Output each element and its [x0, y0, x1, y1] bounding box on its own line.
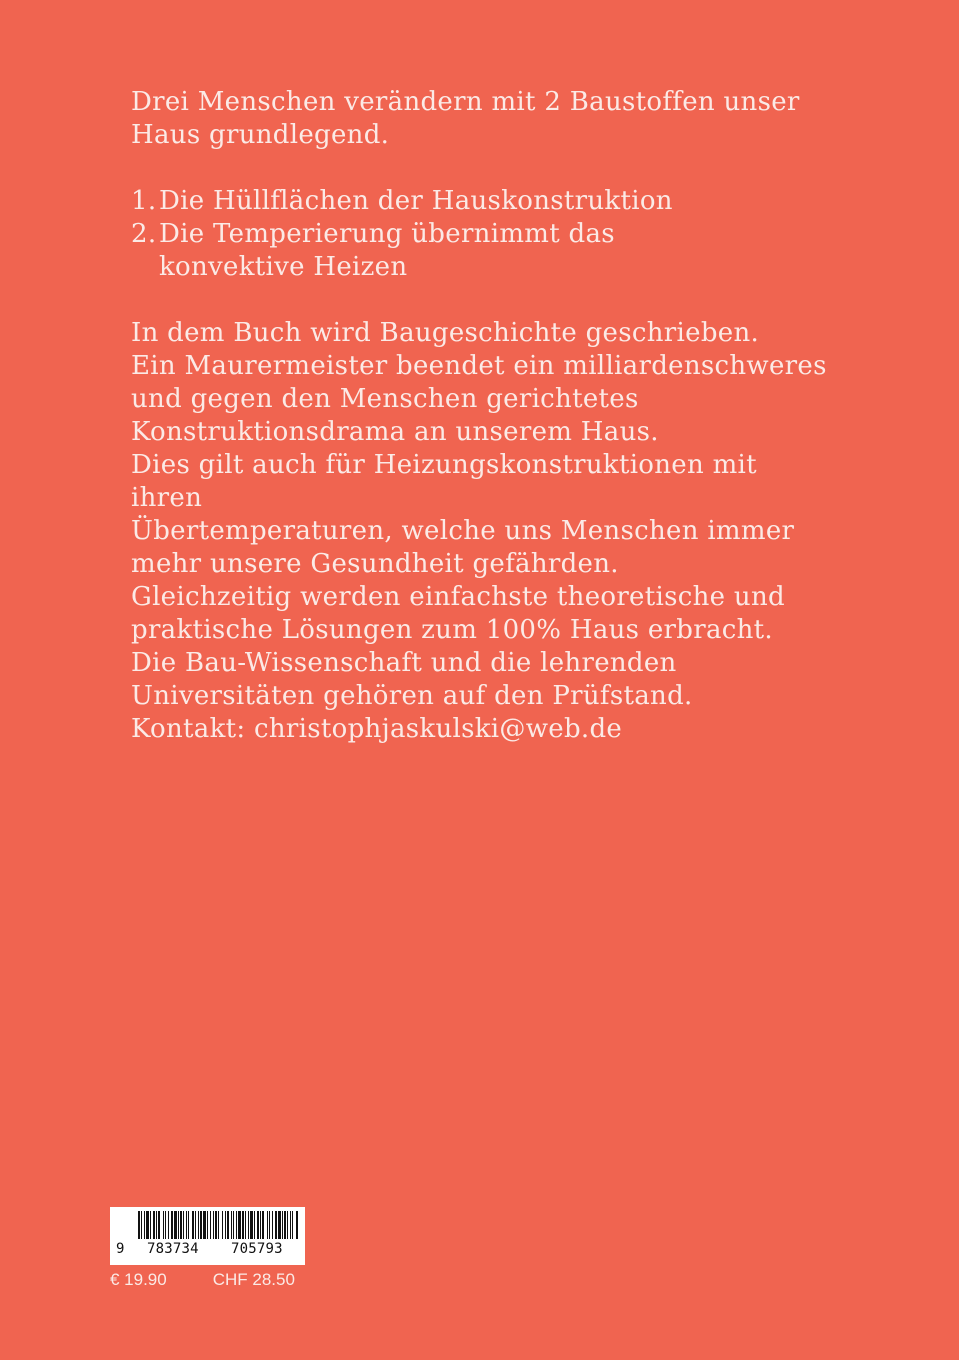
barcode-bar: [180, 1211, 182, 1239]
barcode-bar: [262, 1211, 264, 1239]
isbn-group-2: 705793: [231, 1241, 283, 1257]
barcode-bar: [236, 1211, 237, 1239]
barcode-bar: [198, 1211, 199, 1239]
barcode-bar: [284, 1211, 286, 1239]
list-text: Die Hüllflächen der Hauskonstruktion: [159, 186, 673, 216]
paragraph-gap: [131, 284, 831, 317]
list-text: Die Temperierung übernimmt das konvektive Heizen: [159, 219, 615, 282]
barcode-bar: [146, 1211, 149, 1239]
contact-line: Kontakt: christophjaskulski@web.de: [131, 714, 623, 744]
barcode-bar: [165, 1211, 166, 1239]
body-line: mehr unsere Gesundheit gefährden.: [131, 549, 619, 579]
barcode-bar: [238, 1211, 241, 1239]
body-line: Gleichzeitig werden einfachste theoretische und: [131, 582, 785, 612]
body-line: In dem Buch wird Baugeschichte geschrieben.: [131, 318, 760, 348]
barcode-bar: [195, 1211, 196, 1239]
body-line: Übertemperaturen, welche uns Menschen immer: [131, 516, 795, 546]
barcode-bar: [210, 1211, 211, 1239]
barcode-bar: [245, 1211, 246, 1239]
list-item-1: [131, 185, 831, 218]
barcode-bar: [171, 1211, 173, 1239]
body-line: Dies gilt auch für Heizungskonstruktionen mit ihren: [131, 450, 757, 513]
barcode-bar: [227, 1211, 229, 1239]
barcode-bar: [207, 1211, 208, 1239]
barcode-bar: [260, 1211, 261, 1239]
body-line: Ein Maurermeister beendet ein milliardenschweres: [131, 351, 827, 381]
barcode-bar: [269, 1211, 270, 1239]
barcode-bar: [183, 1211, 184, 1239]
isbn-barcode: [110, 1207, 305, 1265]
body-line: Die Bau-Wissenschaft und die lehrenden: [131, 648, 677, 678]
body-line: Universitäten gehören auf den Prüfstand.: [131, 681, 693, 711]
barcode-bar: [203, 1211, 206, 1239]
back-cover-blurb: [131, 86, 831, 746]
barcode-bar: [282, 1211, 283, 1239]
barcode-bar: [178, 1211, 179, 1239]
isbn-first-digit: 9: [116, 1241, 125, 1257]
barcode-bar: [156, 1211, 157, 1239]
barcode-bar: [153, 1211, 155, 1239]
barcode-bar: [250, 1211, 253, 1239]
barcode-bar: [188, 1211, 189, 1239]
barcode-bar: [254, 1211, 255, 1239]
price-eur: € 19.90: [110, 1270, 167, 1289]
body-line: und gegen den Menschen gerichtetes: [131, 384, 639, 414]
isbn-group-1: 783734: [147, 1241, 199, 1257]
barcode-bar: [296, 1211, 298, 1239]
price-line: [110, 1270, 295, 1290]
barcode-bar: [225, 1211, 226, 1239]
barcode-bar: [141, 1211, 142, 1239]
barcode-bar: [231, 1211, 232, 1239]
barcode-bar: [218, 1211, 219, 1239]
barcode-bar: [215, 1211, 217, 1239]
body-line: Konstruktionsdrama an unserem Haus.: [131, 417, 659, 447]
intro-line-2: Haus grundlegend.: [131, 120, 390, 150]
barcode-bar: [290, 1211, 291, 1239]
barcode-bar: [174, 1211, 177, 1239]
barcode-bar: [242, 1211, 244, 1239]
intro-line-1: Drei Menschen verändern mit 2 Baustoffen unser: [131, 87, 800, 117]
barcode-bar: [213, 1211, 214, 1239]
barcode-bar: [272, 1211, 273, 1239]
barcode-bar: [248, 1211, 249, 1239]
body-line: praktische Lösungen zum 100% Haus erbracht.: [131, 615, 773, 645]
barcode-bar: [267, 1211, 268, 1239]
barcode-bar: [163, 1211, 164, 1239]
barcode-bar: [278, 1211, 281, 1239]
barcode-bar: [144, 1211, 145, 1239]
barcode-bar: [186, 1211, 187, 1239]
barcode-bar: [292, 1211, 293, 1239]
barcode-bar: [222, 1211, 223, 1239]
list-item-2: [131, 218, 719, 284]
barcode-bar: [158, 1211, 160, 1239]
barcode-bar: [287, 1211, 288, 1239]
barcode-bar: [257, 1211, 259, 1239]
list-number: 1.: [131, 186, 157, 216]
barcode-bar: [233, 1211, 234, 1239]
price-chf: CHF 28.50: [212, 1270, 295, 1289]
barcode-bar: [138, 1211, 140, 1239]
barcode-bar: [275, 1211, 277, 1239]
barcode-bar: [168, 1211, 169, 1239]
barcode-bar: [192, 1211, 194, 1239]
paragraph-gap: [131, 152, 831, 185]
barcode-bar: [150, 1211, 151, 1239]
list-number: 2.: [131, 219, 157, 249]
barcode-bar: [200, 1211, 202, 1239]
